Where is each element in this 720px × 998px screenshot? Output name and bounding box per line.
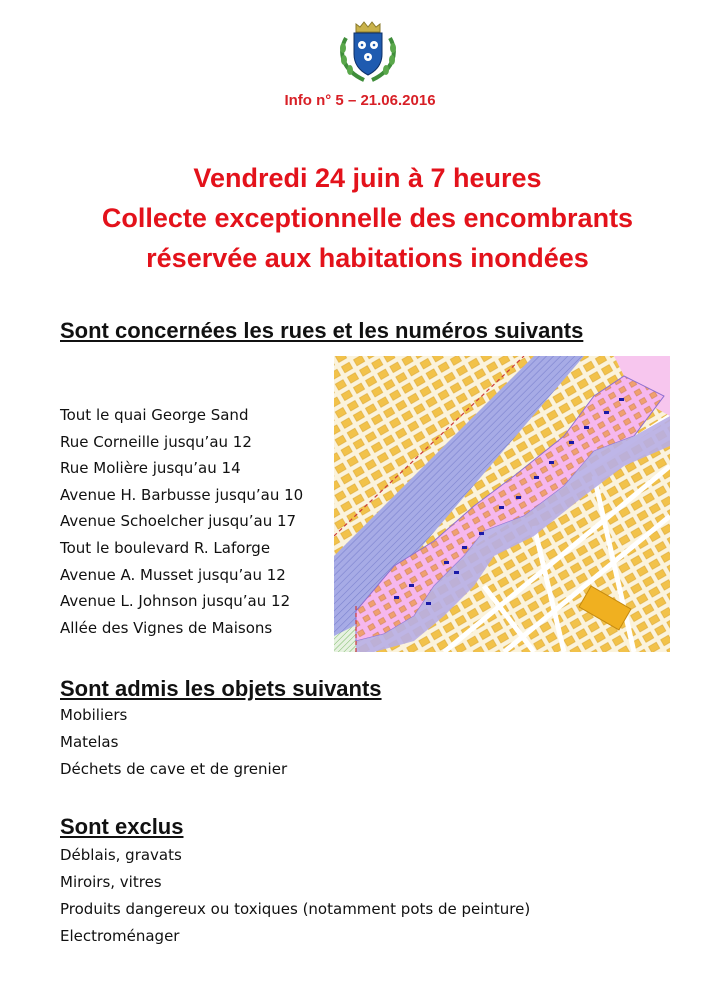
- list-item: Miroirs, vitres: [60, 873, 162, 891]
- list-item: Tout le boulevard R. Laforge: [60, 538, 271, 557]
- list-item: Avenue A. Musset jusqu’au 12: [60, 565, 286, 584]
- headline: [0, 158, 720, 278]
- list-item: Produits dangereux ou toxiques (notamment pots de peinture): [60, 900, 531, 918]
- list-item: Matelas: [60, 733, 119, 751]
- flood-zone-map: [334, 356, 670, 652]
- list-item: Rue Molière jusqu’au 14: [60, 459, 241, 478]
- list-item: Mobiliers: [60, 706, 128, 724]
- list-item: Avenue Schoelcher jusqu’au 17: [60, 512, 297, 531]
- list-item: Avenue H. Barbusse jusqu’au 10: [60, 485, 304, 504]
- list-item: Tout le quai George Sand: [60, 406, 249, 424]
- list-item: Allée des Vignes de Maisons: [60, 618, 273, 637]
- streets-list: [60, 402, 303, 641]
- town-crest-icon: [334, 18, 402, 86]
- headline-line-date: Vendredi 24 juin à 7 heures: [193, 163, 542, 193]
- list-item: Avenue L. Johnson jusqu’au 12: [60, 592, 291, 611]
- info-number-date: Info n° 5 – 21.06.2016: [284, 92, 436, 109]
- headline-line-collection: Collecte exceptionnelle des encombrants: [101, 203, 634, 233]
- admitted-section-title: Sont admis les objets suivants: [60, 676, 382, 701]
- excluded-list: [60, 842, 530, 950]
- list-item: Electroménager: [60, 927, 180, 945]
- list-item: Rue Corneille jusqu’au 12: [60, 432, 252, 451]
- excluded-section-title: Sont exclus: [60, 814, 184, 839]
- list-item: Déchets de cave et de grenier: [60, 760, 288, 778]
- list-item: Déblais, gravats: [60, 846, 182, 864]
- streets-section-title: Sont concernées les rues et les numéros suivants: [60, 318, 584, 343]
- admitted-list: [60, 702, 287, 783]
- headline-line-reserved: réservée aux habitations inondées: [146, 243, 589, 273]
